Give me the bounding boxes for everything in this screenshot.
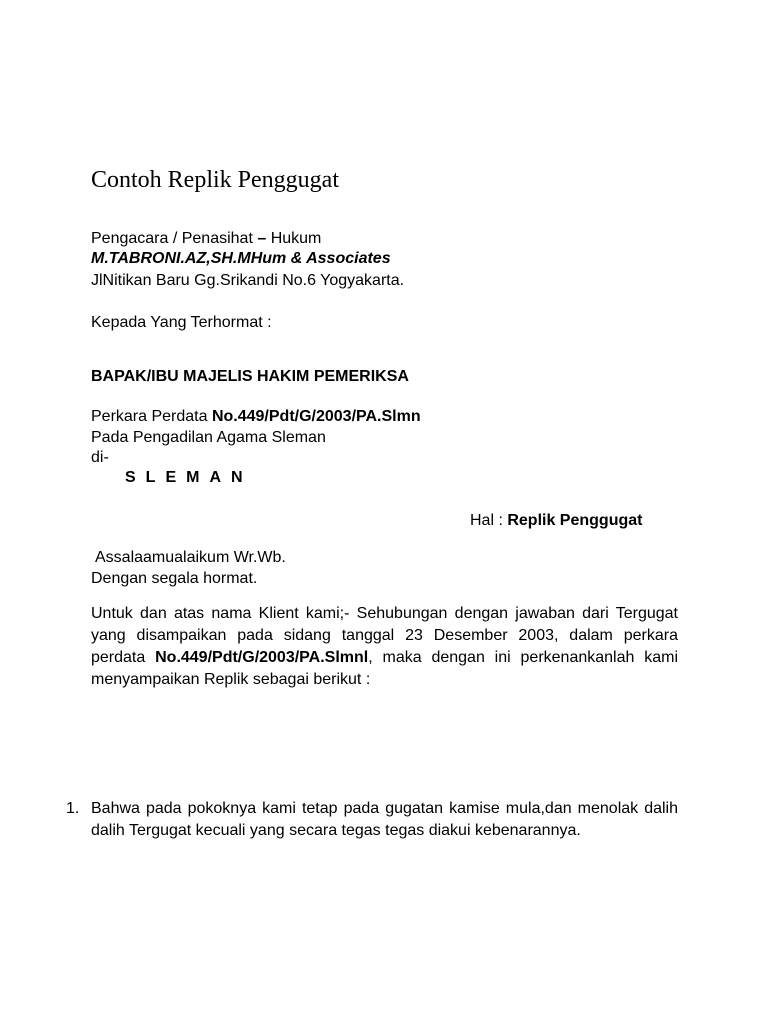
intro-text1: Untuk dan atas nama Klient kami;- Sehubungan dengan jawaban dari Tergugat yang disampaikan pada sidang tanggal 23 Desember 2003, dalam perkara perdata bbox=[91, 605, 678, 666]
case-prefix: Perkara Perdata bbox=[91, 408, 212, 425]
firm-name: M.TABRONI.AZ,SH.MHum & Associates bbox=[91, 250, 391, 267]
di-label: di- bbox=[91, 449, 109, 466]
lawyer-title-dash: – bbox=[257, 230, 267, 247]
point-text: Bahwa pada pokoknya kami tetap pada gugatan kamise mula,dan menolak dalih dalih Tergugat kecuali yang secara tegas tegas diakui kebenarannya. bbox=[91, 800, 678, 839]
intro-text2: , maka dengan ini perkenankanlah kami menyampaikan Replik sebagai berikut : bbox=[91, 649, 679, 688]
subject-label: Hal : bbox=[470, 512, 508, 529]
greeting-line1: Assalaamualaikum Wr.Wb. bbox=[95, 549, 286, 566]
salutation: Kepada Yang Terhormat : bbox=[91, 314, 272, 331]
greeting-line2: Dengan segala hormat. bbox=[91, 570, 258, 587]
intro-paragraph bbox=[91, 603, 678, 691]
case-line bbox=[91, 407, 421, 427]
page-title: Contoh Replik Penggugat bbox=[91, 167, 339, 193]
point-number: 1. bbox=[66, 800, 80, 817]
intro-case-number: No.449/Pdt/G/2003/PA.Slmnl bbox=[155, 649, 369, 666]
lawyer-title-line bbox=[91, 229, 321, 249]
case-number: No.449/Pdt/G/2003/PA.Slmn bbox=[211, 408, 421, 425]
court-name: Pada Pengadilan Agama Sleman bbox=[91, 429, 326, 446]
subject-line bbox=[470, 511, 642, 531]
subject-value: Replik Penggugat bbox=[507, 512, 643, 529]
city-name: SLEMAN bbox=[125, 469, 253, 486]
lawyer-title-b: Hukum bbox=[266, 230, 322, 247]
lawyer-title-a: Pengacara / Penasihat bbox=[91, 230, 258, 247]
firm-address: JlNitikan Baru Gg.Srikandi No.6 Yogyakarta. bbox=[91, 272, 405, 289]
addressee: BAPAK/IBU MAJELIS HAKIM PEMERIKSA bbox=[91, 368, 409, 385]
